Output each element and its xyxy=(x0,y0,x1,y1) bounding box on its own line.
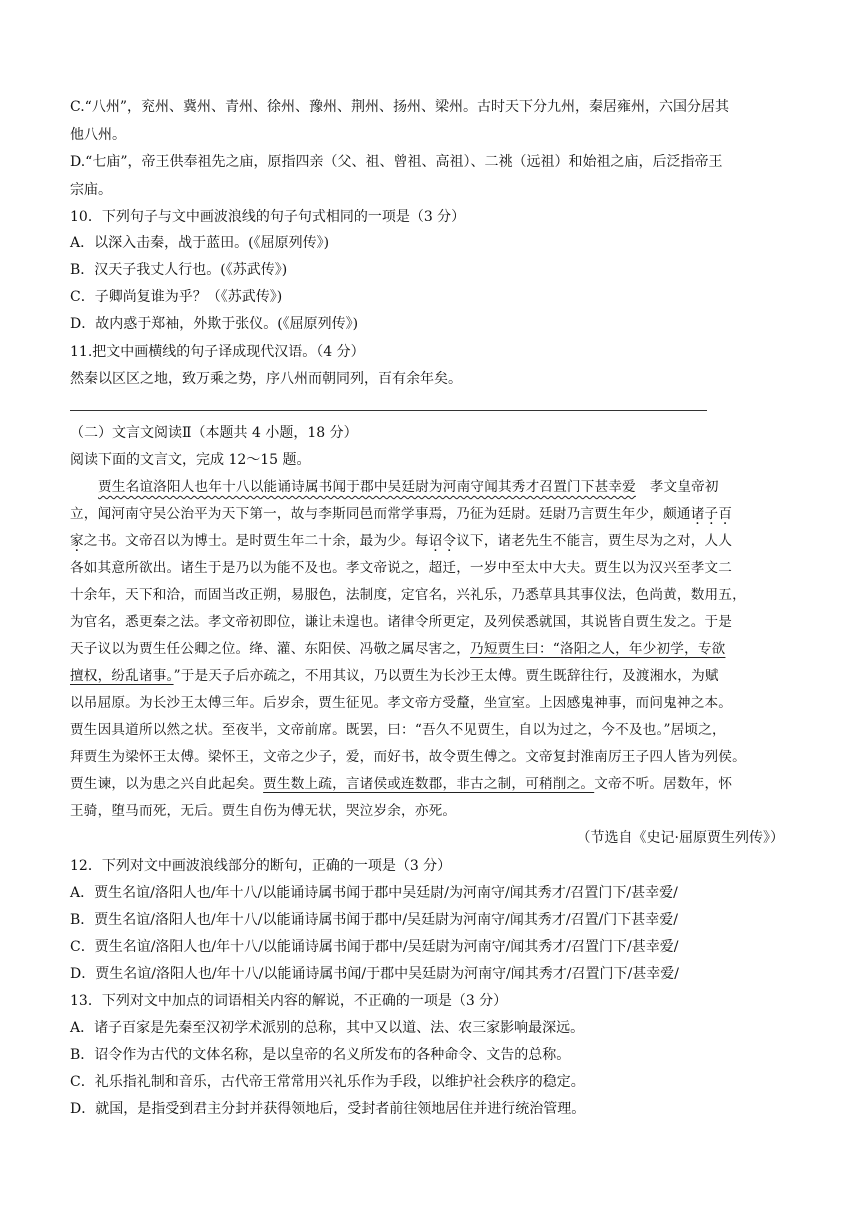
passage-text: 议下，诸老先生不能言，贾生尽为之对，人人 xyxy=(456,533,733,549)
answer-line xyxy=(70,410,707,411)
passage-text: 贾生谏，以为患之兴自此起矣。 xyxy=(70,776,264,792)
passage-line: 十余年，天下和洽，而固当改正朔，易服色，法制度，定官名，兴礼乐，乃悉草具其事仪法，色尚黄，数用五， xyxy=(70,587,746,603)
passage-line: 以吊屈原。为长沙王太傅三年。后岁余，贾生征见。孝文帝方受釐，坐宣室。上因感鬼神事，而问鬼神之本。 xyxy=(70,695,733,711)
dotted-word: 百 xyxy=(718,506,733,522)
passage-line: 贾生因具道所以然之状。至夜半，文帝前席。既罢，曰：“吾久不见贾生，自以为过之，今不及也。”居顷之， xyxy=(70,722,726,738)
passage-line xyxy=(70,504,732,524)
passage-text: 之书。文帝召以为博士。是时贾生年二十余，最为少。每 xyxy=(83,533,429,549)
question-12-option-a: A．贾生名谊/洛阳人也/年十八/以能诵诗属书闻于郡中吴廷尉/为河南守/闻其秀才/召置门下/甚幸爱/ xyxy=(70,885,678,901)
question-10-option-d: D．故内惑于郑袖，外欺于张仪。(《屈原列传》) xyxy=(70,316,359,332)
passage-line xyxy=(70,666,719,686)
passage-line xyxy=(70,639,725,659)
question-10-option-c: C．子卿尚复谁为乎？（《苏武传》) xyxy=(70,289,283,305)
underlined-text: 乃短贾生曰：“洛阳之人，年少初学，专欲 xyxy=(470,641,726,657)
dotted-word: 诸 xyxy=(690,506,705,522)
question-13-option-b: B．诏令作为古代的文体名称，是以皇帝的名义所发布的各种命令、文告的总称。 xyxy=(70,1047,571,1063)
question-13-option-a: A．诸子百家是先秦至汉初学术派别的总称，其中又以道、法、农三家影响最深远。 xyxy=(70,1020,585,1036)
underlined-text: 贾生数上疏，言诸侯或连数郡，非古之制，可稍削之。 xyxy=(263,776,595,792)
passage-source: （节选自《史记·屈原贾生列传》） xyxy=(576,830,784,846)
option-d-text-line2: 宗庙。 xyxy=(70,182,112,198)
passage-line: 王骑，堕马而死，无后。贾生自伤为傅无状，哭泣岁余，亦死。 xyxy=(70,803,457,819)
option-c-text-line1: C.“八州”，兖州、冀州、青州、徐州、豫州、荆州、扬州、梁州。古时天下分九州，秦居雍州，六国分居其 xyxy=(70,99,729,115)
question-11-sentence: 然秦以区区之地，致万乘之势，序八州而朝同列，百有余年矣。 xyxy=(70,371,462,387)
passage-line xyxy=(70,531,732,551)
question-13-option-c: C．礼乐指礼制和音乐，古代帝王常常用兴礼乐作为手段，以维护社会秩序的稳定。 xyxy=(70,1074,585,1090)
dotted-word: 诏 xyxy=(428,533,443,549)
wavy-underlined-text: 贾生名谊洛阳人也年十八以能诵诗属书闻于郡中吴廷尉为河南守闻其秀才召置门下甚幸爱 xyxy=(98,479,636,495)
passage-text: 天子议以为贾生任公卿之位。绛、灌、东阳侯、冯敬之属尽害之， xyxy=(70,641,471,657)
passage-line: 各如其意所欲出。诸生于是乃以为能不及也。孝文帝说之，超迁，一岁中至太中大夫。贾生以为汉兴至孝文二 xyxy=(70,560,733,576)
option-c-text-line2: 他八州。 xyxy=(70,127,126,143)
question-10-option-a: A．以深入击秦，战于蓝田。(《屈原列传》) xyxy=(70,235,330,251)
question-12-option-c: C．贾生名谊/洛阳人也/年十八/以能诵诗属书闻于郡中/吴廷尉为河南守/闻其秀才/召置门下/甚幸爱/ xyxy=(70,939,679,955)
dotted-word: 令 xyxy=(442,533,457,549)
reading-instruction: 阅读下面的文言文，完成 12～15 题。 xyxy=(70,452,311,468)
question-12-option-d: D．贾生名谊/洛阳人也/年十八/以能诵诗属书闻/于郡中吴廷尉为河南守/闻其秀才/召置门下/甚幸爱/ xyxy=(70,966,679,982)
question-12-prompt: 12．下列对文中画波浪线部分的断句，正确的一项是（3 分） xyxy=(70,858,452,874)
dotted-word: 家 xyxy=(70,533,84,549)
question-13-prompt: 13．下列对文中加点的词语相关内容的解说，不正确的一项是（3 分） xyxy=(70,993,508,1009)
passage-line xyxy=(98,477,719,497)
question-12-option-b: B．贾生名谊/洛阳人也/年十八/以能诵诗属书闻于郡中/吴廷尉为河南守/闻其秀才/召置/门下甚幸爱/ xyxy=(70,912,679,928)
option-d-text-line1: D.“七庙”，帝王供奉祖先之庙，原指四亲（父、祖、曾祖、高祖）、二祧（远祖）和始祖之庙，后泛指帝王 xyxy=(70,154,723,170)
passage-line: 拜贾生为梁怀王太傅。梁怀王，文帝之少子，爱，而好书，故令贾生傅之。文帝复封淮南厉王子四人皆为列侯。 xyxy=(70,749,746,765)
question-11-prompt: 11.把文中画横线的句子译成现代汉语。（4 分） xyxy=(70,344,365,360)
passage-text: 立，闻河南守吴公治平为天下第一，故与李斯同邑而常学事焉，乃征为廷尉。廷尉乃言贾生年少，颇通 xyxy=(70,506,691,522)
dotted-word: 子 xyxy=(704,506,719,522)
question-10-prompt: 10．下列句子与文中画波浪线的句子句式相同的一项是（3 分） xyxy=(70,209,466,225)
section-heading: （二）文言文阅读Ⅱ（本题共 4 小题，18 分） xyxy=(70,425,358,441)
passage-text: 文帝不听。居数年，怀 xyxy=(594,776,733,792)
passage-text: 孝文皇帝初 xyxy=(649,479,719,495)
question-13-option-d: D．就国，是指受到君主分封并获得领地后，受封者前往领地居住并进行统治管理。 xyxy=(70,1101,586,1117)
passage-text: ”于是天子后亦疏之，不用其议，乃以贾生为长沙王太傅。贾生既辞往行，及渡湘水，为赋 xyxy=(173,668,719,684)
underlined-text: 擅权，纷乱诸事。 xyxy=(70,668,174,684)
passage-line xyxy=(70,774,732,794)
question-10-option-b: B．汉天子我丈人行也。(《苏武传》) xyxy=(70,262,288,278)
passage-line: 为官名，悉更秦之法。孝文帝初即位，谦让未遑也。诸律令所更定，及列侯悉就国，其说皆自贾生发之。于是 xyxy=(70,614,733,630)
